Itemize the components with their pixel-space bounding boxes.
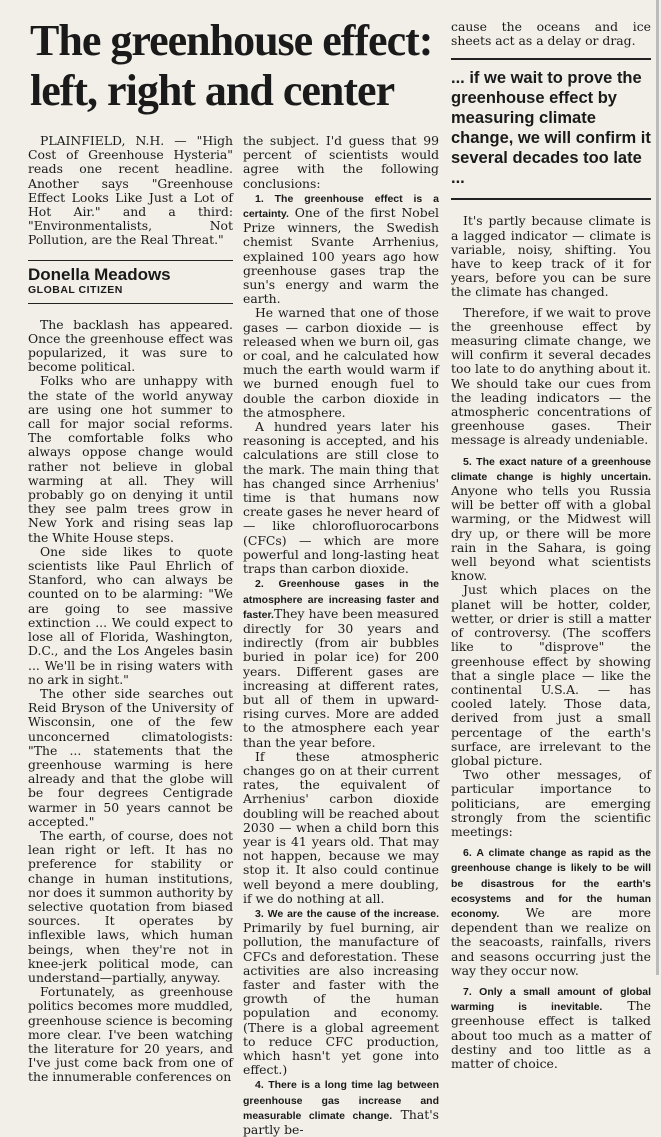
pull-quote <box>451 58 651 200</box>
byline <box>28 260 233 304</box>
paragraph: cause the oceans and ice sheets act as a delay or drag. <box>451 19 651 49</box>
paragraph: The earth, of course, does not lean right or left. It has no preference for stability or change in human institutions, nor does it summon authority by selective quotation from biased sources. It operates by inflexible laws, which human beings, when they're not in knee-jerk political mode, can understand—partially, anyway. <box>28 827 233 985</box>
author-name: Donella Meadows <box>28 264 171 284</box>
paragraph: If these atmospheric changes go on at their current rates, the equivalent of Arrhenius' carbon dioxide doubling will be reached about 2030 — when a child born this year is 41 years old. That may not happen, because we may stop it. It also could continue well beyond a mere doubling, if we do nothing at all. <box>243 748 439 906</box>
point-lead: 3. We are the cause of the increase. <box>255 907 439 920</box>
paragraph: the subject. I'd guess that 99 percent of scientists would agree with the following conclusions: <box>243 133 439 191</box>
paragraph: 6. A climate change as rapid as the greenhouse change is likely to be will be disastrous for the earth's ecosystems and for the human economy. We are more dependent than we realize on the seacoasts, rainfalls, rivers and seasons occurring just the way they occur now. <box>451 847 651 978</box>
column-3 <box>451 0 651 1071</box>
paragraph: The other side searches out Reid Bryson of the University of Wisconsin, one of the few unconcerned climatologists: "The ... statements that the greenhouse warming is here already and that the globe will be four degrees Centigrade warmer in 50 years cannot be accepted." <box>28 685 233 829</box>
paragraph: One side likes to quote scientists like Paul Ehrlich of Stanford, who can always be counted on to be alarming: "We are going to see massive extinction ... We could expect to lose all of Florida, Washington, D.C., and the Los Angeles basin ... We'll be in rising waters with no ark in sight." <box>28 543 233 687</box>
paragraph: 2. Greenhouse gases in the atmosphere are increasing faster and faster.They have been measured directly for 30 years and indirectly (from air bubbles buried in polar ice) for 200 years. Different gases are increasing at different rates, but all of them in upward-rising curves. More are added to the atmosphere each year than the year before. <box>243 578 439 750</box>
paragraph: Therefore, if we wait to prove the greenhouse effect by measuring climate change, we will confirm it several decades too late to do anything about it. We should take our cues from the leading indicators — the atmospheric concentrations of greenhouse gases. Their message is already undeniable. <box>451 304 651 448</box>
paragraph: The backlash has appeared. Once the greenhouse effect was popularized, it was sure to become political. <box>28 316 233 375</box>
paragraph: Just which places on the planet will be hotter, colder, wetter, or drier is still a matter of controversy. (The scoffers like to "disprove" the greenhouse effect by showing that a single place — like the continental U.S.A. — has cooled lately. Those data, derived from just a small percentage of the earth's surface, are irrelevant to the global picture. <box>451 582 651 768</box>
headline: The greenhouse effect: left, right and center <box>30 16 433 115</box>
paragraph: He warned that one of those gases — carbon dioxide — is released when we burn oil, gas or coal, and he calculated how much the earth would warm if we burned enough fuel to double the carbon dioxide in the atmosphere. <box>243 305 439 420</box>
pull-quote-text: ... if we wait to prove the greenhouse effect by measuring climate change, we will confirm it several decades too late ... <box>451 69 651 188</box>
point-lead: 6. A climate change as rapid as the greenhouse change is likely to be will be disastrous for the earth's ecosystems and for the human economy. <box>451 847 651 920</box>
paragraph: 7. Only a small amount of global warming is inevitable. The greenhouse effect is talked about too much as a matter of destiny and too little as a matter of choice. <box>451 985 651 1071</box>
column-1 <box>28 134 233 1085</box>
paragraph: Folks who are unhappy with the state of the world anyway are using one hot summer to call for major social reforms. The comfortable folks who always oppose change would rather not believe in global warming at all. They will probably go on denying it until they see palm trees grow in New York and rising seas lap the White House steps. <box>28 373 233 545</box>
paragraph: It's partly because climate is a lagged indicator — climate is variable, noisy, shifting. You have to keep track of it for years, before you can be sure the climate has changed. <box>451 213 651 300</box>
column-name: GLOBAL CITIZEN <box>28 284 233 304</box>
point-lead: 7. Only a small amount of global warming is inevitable. <box>451 985 651 1014</box>
dateline-paragraph: PLAINFIELD, N.H. — "High Cost of Greenhouse Hysteria" reads one recent headline. Another says "Greenhouse Effect Looks Like Just a Lot of Hot Air." and a third: "Environmentalists, Not Pollution, are the Real Threat." <box>28 133 233 248</box>
paragraph: 5. The exact nature of a greenhouse climate change is highly uncertain. Anyone who tells you Russia will be better off with a global warming, or the Midwest will dry up, or there will be more rain in the Sahara, is going well beyond what scientists know. <box>451 455 651 584</box>
point-lead: 2. Greenhouse gases in the atmosphere are increasing faster and faster. <box>243 578 439 621</box>
paragraph: Two other messages, of particular importance to politicians, are emerging strongly from the scientific meetings: <box>451 767 651 839</box>
point-lead: 1. The greenhouse effect is a certainty. <box>243 192 439 221</box>
page-edge-rule <box>656 0 659 975</box>
paragraph: 1. The greenhouse effect is a certainty. One of the first Nobel Prize winners, the Swedish chemist Svante Arrhenius, explained 100 years ago how greenhouse gases trap the sun's energy and warm the earth. <box>243 192 439 307</box>
paragraph: 4. There is a long time lag between greenhouse gas increase and measurable climate change. That's partly be- <box>243 1079 439 1137</box>
paragraph: 3. We are the cause of the increase. Primarily by fuel burning, air pollution, the manufacture of CFCs and deforestation. These activities are also increasing faster and faster with the growth of the human population and economy. (There is a global agreement to reduce CFC production, which hasn't yet gone into effect.) <box>243 907 439 1078</box>
margin-edge <box>2 6 14 966</box>
column-2 <box>243 134 439 1137</box>
point-lead: 5. The exact nature of a greenhouse climate change is highly uncertain. <box>451 455 651 483</box>
paragraph: Fortunately, as greenhouse politics becomes more muddled, greenhouse science is becoming more clear. I've been watching the literature for 20 years, and I've just come back from one of the innumerable conferences on <box>28 984 233 1085</box>
paragraph: A hundred years later his reasoning is accepted, and his calculations are still close to the mark. The main thing that has changed since Arrhenius' time is that humans now create gases he never heard of — like chlorofluorocarbons (CFCs) — which are more powerful and long-lasting heat traps than carbon dioxide. <box>243 419 439 577</box>
point-lead: 4. There is a long time lag between greenhouse gas increase and measurable climate change. <box>243 1079 439 1122</box>
